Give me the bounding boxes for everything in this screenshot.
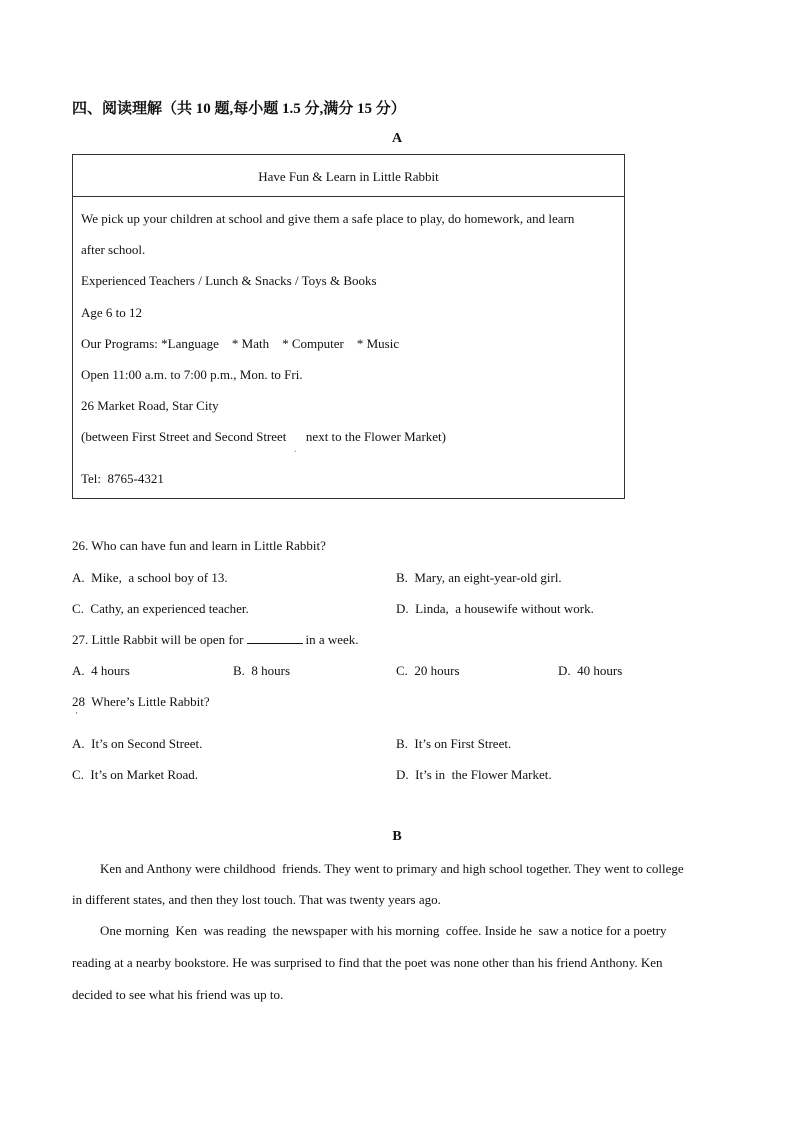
comma-mark: ˌ bbox=[293, 442, 297, 452]
ad-tel: Tel: 8765-4321 bbox=[81, 471, 164, 486]
q28-stem bbox=[72, 694, 210, 718]
q26-option-a: A. Mike, a school boy of 13. bbox=[72, 570, 228, 585]
ad-address: 26 Market Road, Star City bbox=[81, 398, 219, 413]
advertisement-box bbox=[72, 154, 625, 499]
passage-b-p1-line1: Ken and Anthony were childhood friends. They went to primary and high school together. They went to college bbox=[100, 861, 684, 876]
period-mark: · bbox=[75, 708, 78, 718]
q26-option-b: B. Mary, an eight-year-old girl. bbox=[396, 570, 562, 585]
passage-b-p2-line3: decided to see what his friend was up to. bbox=[72, 987, 284, 1002]
q27-stem-before: 27. Little Rabbit will be open for bbox=[72, 632, 244, 647]
ad-hours: Open 11:00 a.m. to 7:00 p.m., Mon. to Fri. bbox=[81, 367, 303, 382]
ad-location bbox=[81, 429, 446, 452]
q27-stem-after: in a week. bbox=[305, 632, 359, 647]
q28-option-b: B. It’s on First Street. bbox=[396, 736, 512, 751]
passage-b-label: B bbox=[392, 829, 402, 844]
q26-stem: 26. Who can have fun and learn in Little Rabbit? bbox=[72, 538, 326, 553]
ad-features: Experienced Teachers / Lunch & Snacks / Toys & Books bbox=[81, 273, 377, 288]
ad-intro-line1: We pick up your children at school and give them a safe place to play, do homework, and learn bbox=[81, 211, 575, 226]
passage-b-p1-line2: in different states, and then they lost touch. That was twenty years ago. bbox=[72, 892, 441, 907]
answer-blank bbox=[247, 633, 303, 644]
ad-location-left: (between First Street and Second Street bbox=[81, 429, 287, 444]
q28-option-d: D. It’s in the Flower Market. bbox=[396, 767, 552, 782]
q28-number: 28 bbox=[72, 694, 85, 709]
ad-title: Have Fun & Learn in Little Rabbit bbox=[73, 155, 624, 197]
q26-option-d: D. Linda, a housewife without work. bbox=[396, 601, 594, 616]
section-heading: 四、阅读理解（共 10 题,每小题 1.5 分,满分 15 分） bbox=[72, 101, 406, 117]
q28-question: Where’s Little Rabbit? bbox=[91, 694, 210, 709]
q27-option-a: A. 4 hours bbox=[72, 663, 130, 678]
passage-b-p2-line1: One morning Ken was reading the newspaper with his morning coffee. Inside he saw a notice for a poetry bbox=[100, 923, 667, 938]
q27-stem bbox=[72, 632, 359, 648]
passage-a-label: A bbox=[391, 131, 403, 146]
q27-option-b: B. 8 hours bbox=[233, 663, 291, 678]
passage-b-p2-line2: reading at a nearby bookstore. He was surprised to find that the poet was none other than his friend Anthony. Ken bbox=[72, 955, 663, 970]
ad-age: Age 6 to 12 bbox=[81, 305, 143, 320]
q27-option-c: C. 20 hours bbox=[396, 663, 460, 678]
q27-option-d: D. 40 hours bbox=[558, 663, 623, 678]
q26-option-c: C. Cathy, an experienced teacher. bbox=[72, 601, 249, 616]
q28-option-c: C. It’s on Market Road. bbox=[72, 767, 199, 782]
ad-intro-line2: after school. bbox=[81, 242, 146, 257]
ad-programs: Our Programs: *Language * Math * Computer * Music bbox=[81, 336, 400, 351]
q28-option-a: A. It’s on Second Street. bbox=[72, 736, 203, 751]
ad-location-right: next to the Flower Market) bbox=[305, 429, 446, 444]
